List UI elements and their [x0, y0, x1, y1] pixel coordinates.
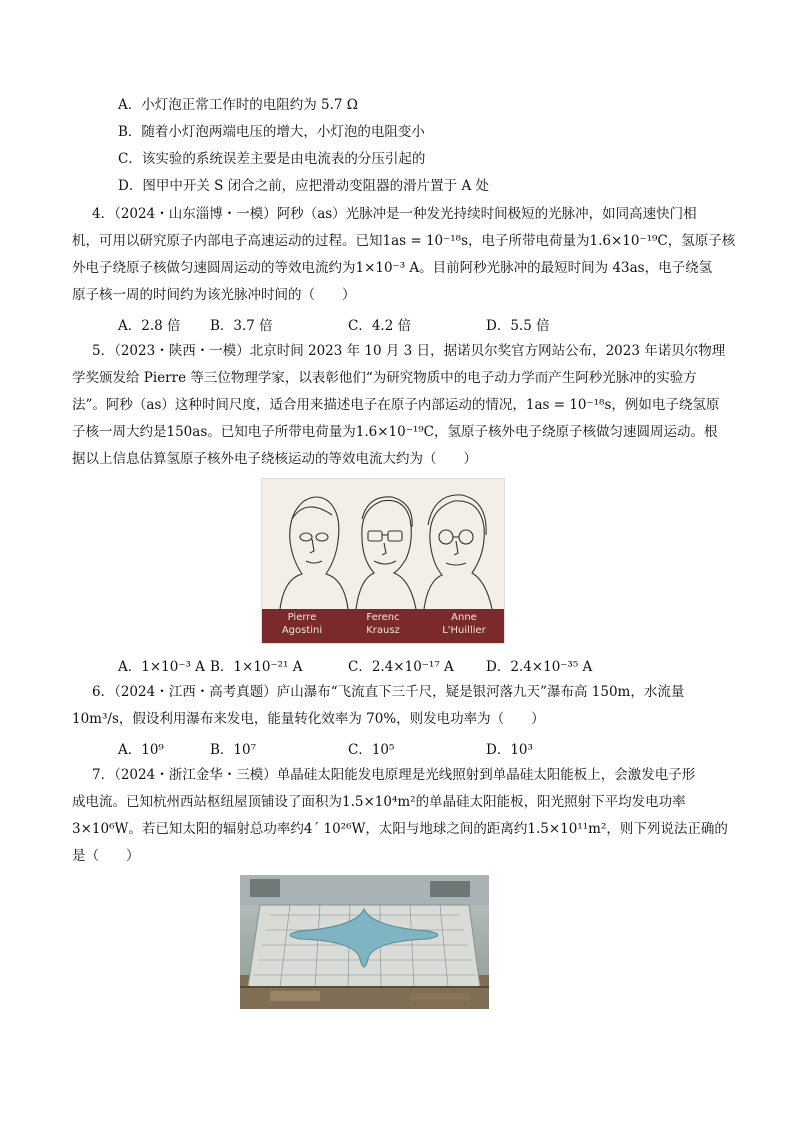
q4-text-line: 机，可用以研究原子内部电子高速运动的过程。已知1as = 10⁻¹⁸s，电子所带电荷量为1.6×10⁻¹⁹C，氢原子核	[72, 233, 736, 249]
q4-text-line: 原子核一周的时间约为该光脉冲时间的（ ）	[72, 287, 356, 303]
q3-option-a: A．小灯泡正常工作时的电阻约为 5.7 Ω	[118, 97, 358, 113]
q5-text-line: 学奖颁发给 Pierre 等三位物理学家，以表彰他们“为研究物质中的电子动力学而产生阿秒光脉冲的实验方	[72, 370, 697, 386]
q5-option-c: C．2.4×10⁻¹⁷ A	[348, 659, 454, 675]
laureate-portraits-illustration	[262, 479, 504, 609]
q5-option-b: B．1×10⁻²¹ A	[210, 659, 303, 675]
q5-text-line: 据以上信息估算氢原子核外电子绕核运动的等效电流大约为（ ）	[72, 451, 477, 467]
q3-option-b: B．随着小灯泡两端电压的增大，小灯泡的电阻变小	[118, 124, 425, 140]
q3-option-d: D．图甲中开关 S 闭合之前，应把滑动变阻器的滑片置于 A 处	[118, 178, 489, 194]
q4-option-d: D．5.5 倍	[486, 318, 550, 334]
q7-text-line: 7．（2024・浙江金华・三模）单晶硅太阳能发电原理是光线照射到单晶硅太阳能板上，会激发电子形	[92, 767, 696, 783]
q6-text-line: 10m³/s，假设利用瀑布来发电，能量转化效率为 70%，则发电功率为（ ）	[72, 711, 545, 727]
q5-text-line: 5．（2023・陕西・一模）北京时间 2023 年 10 月 3 日，据诺贝尔奖官方网站公布，2023 年诺贝尔物理	[92, 343, 726, 359]
q4-option-a: A．2.8 倍	[118, 318, 181, 334]
station-aerial-photo	[240, 875, 489, 1009]
laureate-name-1: Pierre Agostini	[281, 612, 323, 636]
q4-text-line: 外电子绕原子核做匀速圆周运动的等效电流约为1×10⁻³ A。目前阿秒光脉冲的最短时间为 43as，电子绕氢	[72, 260, 713, 276]
q4-option-b: B．3.7 倍	[210, 318, 273, 334]
q3-option-c: C．该实验的系统误差主要是由电流表的分压引起的	[118, 151, 426, 167]
q6-text-line: 6．（2024・江西・高考真题）庐山瀑布“飞流直下三千尺，疑是银河落九天”瀑布高 150m，水流量	[92, 684, 685, 700]
laureate-name-3: Anne L'Huillier	[442, 612, 486, 636]
nobel-laureates-figure	[261, 478, 505, 644]
laureate-name-banner	[262, 609, 504, 643]
q6-option-a: A．10⁹	[118, 742, 164, 758]
q6-option-c: C．10⁵	[348, 742, 395, 758]
q5-text-line: 子核一周大约是150as。已知电子所带电荷量为1.6×10⁻¹⁹C，氢原子核外电子绕原子核做匀速圆周运动。根	[72, 424, 718, 440]
station-roof-illustration	[240, 875, 489, 1009]
q4-option-c: C．4.2 倍	[348, 318, 412, 334]
q5-text-line: 法”。阿秒（as）这种时间尺度，适合用来描述电子在原子内部运动的情况，1as = 10⁻¹⁸s，例如电子绕氢原	[72, 397, 720, 413]
q7-text-line: 是（ ）	[72, 848, 140, 864]
laureate-name-2: Ferenc Krausz	[366, 612, 400, 636]
q6-option-d: D．10³	[486, 742, 533, 758]
q6-option-b: B．10⁷	[210, 742, 257, 758]
q4-text-line: 4．（2024・山东淄博・一模）阿秒（as）光脉冲是一种发光持续时间极短的光脉冲，如同高速快门相	[92, 206, 697, 222]
q7-text-line: 成电流。已知杭州西站枢纽屋顶铺设了面积为1.5×10⁴m²的单晶硅太阳能板，阳光照射下平均发电功率	[72, 794, 686, 810]
q7-text-line: 3×10⁶W。若已知太阳的辐射总功率约4´ 10²⁶W，太阳与地球之间的距离约1.5×10¹¹m²，则下列说法正确的	[72, 821, 728, 837]
q5-option-d: D．2.4×10⁻³⁵ A	[486, 659, 593, 675]
q5-option-a: A．1×10⁻³ A	[118, 659, 205, 675]
